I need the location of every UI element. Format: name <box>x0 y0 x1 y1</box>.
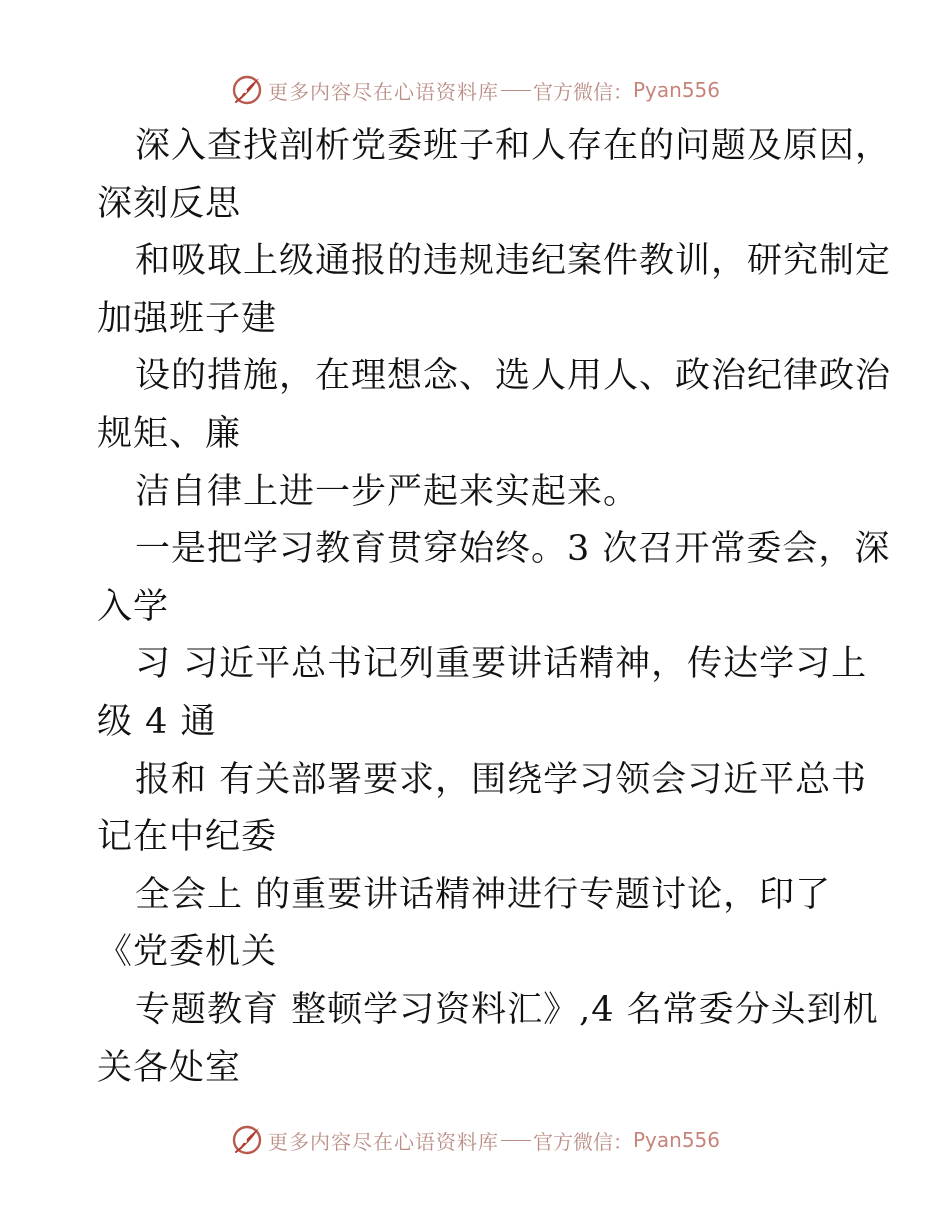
banner-dash-divider <box>501 90 531 91</box>
paragraph-line: 洁自律上进一步严起来实起来。 <box>135 471 640 512</box>
paragraph-line: 专题教育 整顿学习资料汇》,4 名常委分头到机 <box>135 989 879 1030</box>
paragraph-line: 全会上 的重要讲话精神进行专题讨论，印了 <box>135 874 832 915</box>
banner-wechat-id: Pyan556 <box>632 1128 720 1152</box>
footer-watermark-banner <box>0 1120 950 1160</box>
paragraph-line: 《党委机关 <box>97 932 278 973</box>
paragraph-line: 加强班子建 <box>97 298 278 339</box>
paragraph-line: 深入查找剖析党委班子和人存在的问题及原因， <box>135 126 892 166</box>
paragraph-line: 级 4 通 <box>97 701 217 742</box>
paragraph-line: 一是把学习教育贯穿始终。3 次召开常委会，深 <box>135 529 891 570</box>
document-body <box>97 118 892 1097</box>
paragraph-line: 深刻反思 <box>97 183 242 224</box>
banner-text: 更多内容尽在心语资料库 <box>267 79 499 104</box>
banner-text: 更多内容尽在心语资料库 <box>267 1129 499 1154</box>
paragraph-line: 习 习近平总书记列重要讲话精神，传达学习上 <box>135 644 868 685</box>
paragraph-line: 报和 有关部署要求，围绕学习领会习近平总书 <box>135 759 868 800</box>
paragraph-line: 入学 <box>97 586 170 627</box>
paragraph-line: 和吸取上级通报的违规违纪案件教训，研究制定 <box>135 241 892 282</box>
banner-wechat-label: 官方微信： <box>532 1129 633 1154</box>
banner-wechat-label: 官方微信： <box>532 79 633 104</box>
banner-dash-divider <box>501 1140 531 1141</box>
quill-pen-icon <box>230 73 264 107</box>
paragraph-line: 规矩、廉 <box>97 413 242 454</box>
header-watermark-banner <box>0 70 950 110</box>
paragraph-line: 关各处室 <box>97 1047 242 1088</box>
banner-wechat-id: Pyan556 <box>632 78 720 102</box>
paragraph-line: 设的措施，在理想念、选人用人、政治纪律政治 <box>135 356 892 397</box>
quill-pen-icon <box>230 1123 264 1157</box>
paragraph-line: 记在中纪委 <box>97 817 278 858</box>
